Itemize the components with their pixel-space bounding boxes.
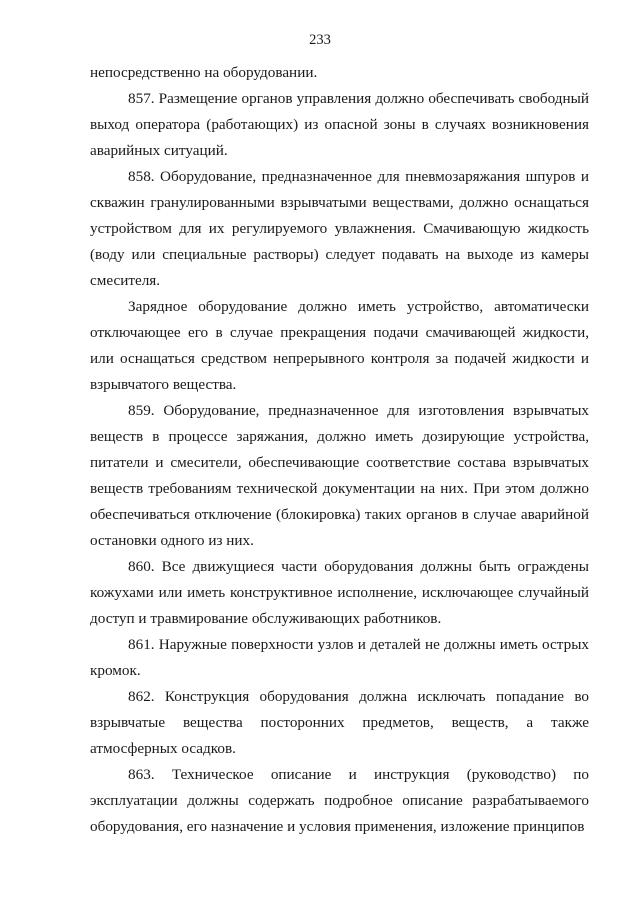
paragraph-858-charging-equipment: Зарядное оборудование должно иметь устройство, автоматически отключающее его в случае прекращения подачи смачивающей жидкости, или оснащаться средством непрерывного контроля за подачей жидкости и взрывчатого вещества.	[90, 298, 589, 393]
paragraph-858: 858. Оборудование, предназначенное для пневмозаряжания шпуров и скважин гранулированными взрывчатыми веществами, должно оснащаться устройством для их регулируемого увлажнения. Смачивающую жидкость (воду или специальные растворы) следует подавать на выходе из камеры смесителя.	[90, 168, 589, 289]
paragraph-continuation: непосредственно на оборудовании.	[90, 64, 318, 81]
paragraph-859: 859. Оборудование, предназначенное для изготовления взрывчатых веществ в процессе заряжания, должно иметь дозирующие устройства, питатели и смесители, обеспечивающие соответствие состава взрывчатых веществ требованиям технической документации на них. При этом должно обеспечиваться отключение (блокировка) таких органов в случае аварийной остановки одного из них.	[90, 402, 589, 549]
paragraph-857: 857. Размещение органов управления должно обеспечивать свободный выход оператора (работающих) из опасной зоны в случаях возникновения аварийных ситуаций.	[90, 90, 589, 159]
paragraph-862: 862. Конструкция оборудования должна исключать попадание во взрывчатые вещества посторонних предметов, веществ, а также атмосферных осадков.	[90, 688, 589, 757]
paragraph-861: 861. Наружные поверхности узлов и деталей не должны иметь острых кромок.	[90, 636, 589, 679]
paragraph-863: 863. Техническое описание и инструкция (руководство) по эксплуатации должны содержать подробное описание разрабатываемого оборудования, его назначение и условия применения, изложение принципов	[90, 766, 589, 835]
page-number: 233	[309, 32, 331, 48]
paragraph-860: 860. Все движущиеся части оборудования должны быть ограждены кожухами или иметь конструктивное исполнение, исключающее случайный доступ и травмирование обслуживающих работников.	[90, 558, 589, 627]
document-body	[90, 60, 589, 840]
